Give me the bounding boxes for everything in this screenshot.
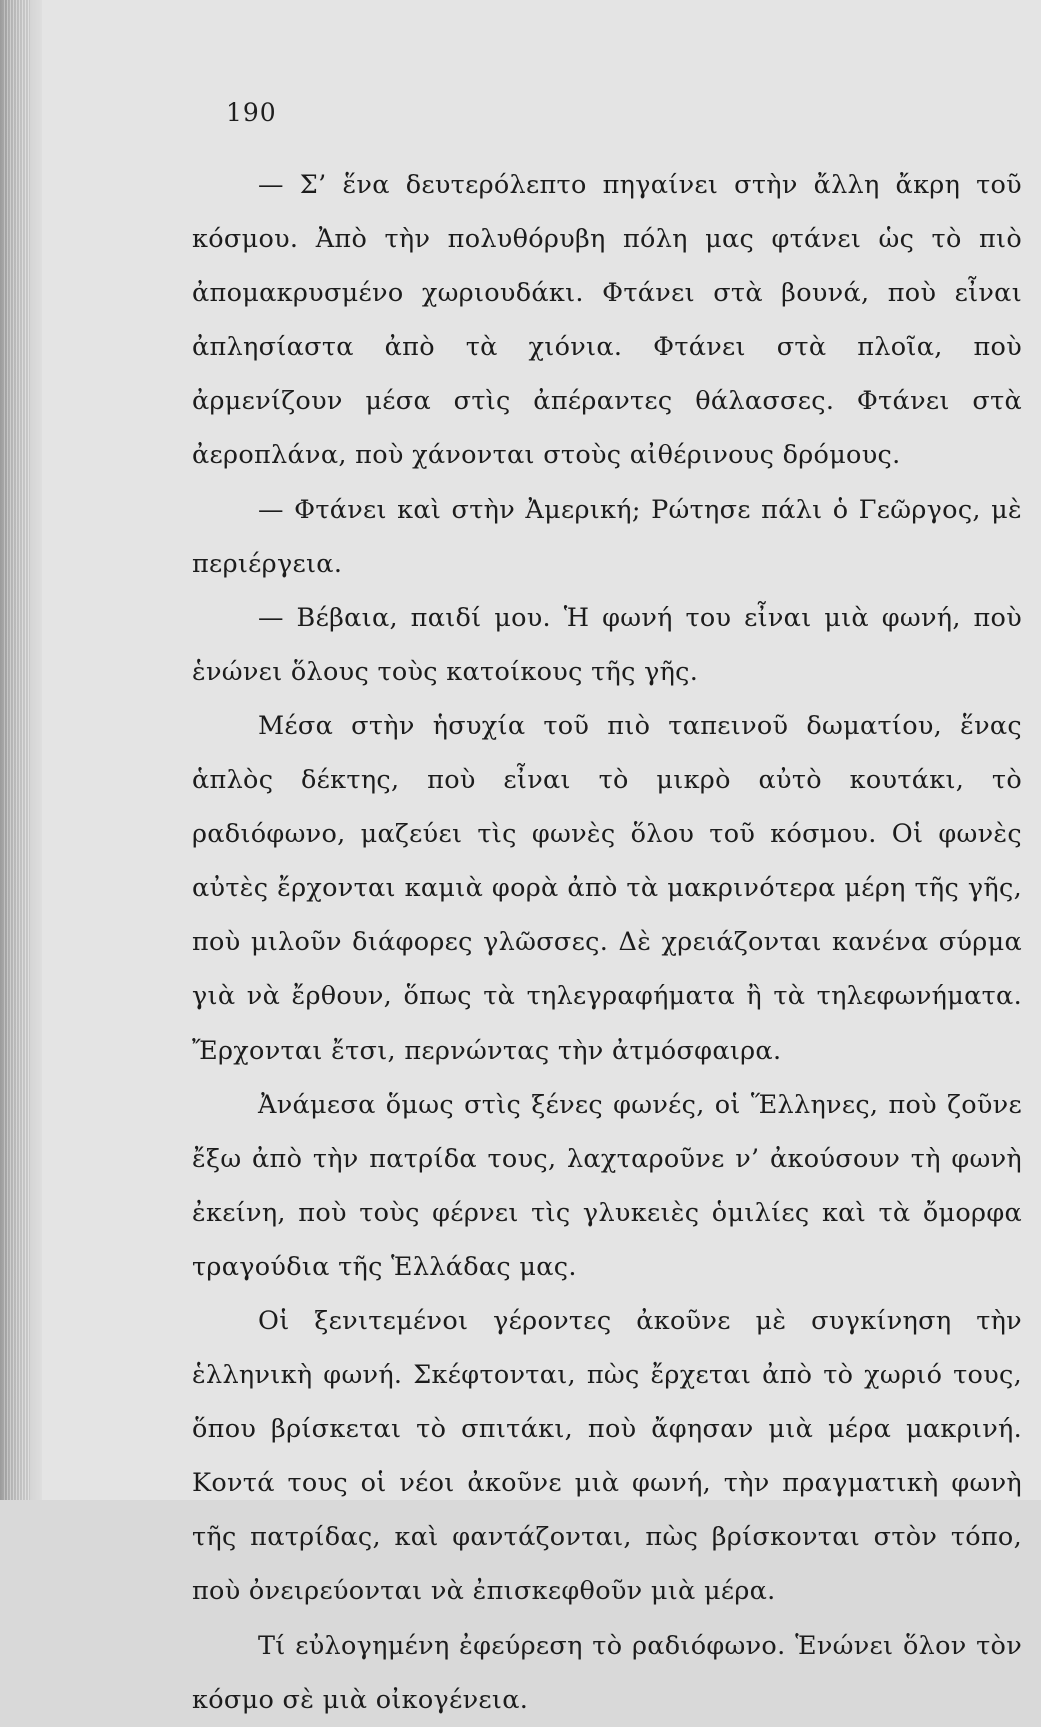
body-text: [192, 158, 1022, 1727]
paragraph-7: Τί εὐλογημένη ἐφεύρεση τὸ ραδιόφωνο. Ἑνώνει ὅλον τὸν κόσμο σὲ μιὰ οἰκογένεια.: [192, 1630, 1022, 1715]
paragraph-6: Οἱ ξενιτεμένοι γέροντες ἀκοῦνε μὲ συγκίνηση τὴν ἑλληνικὴ φωνή. Σκέφτονται, πὼς ἔρχεται ἀπὸ τὸ χωριό τους, ὅπου βρίσκεται τὸ σπιτάκι, ποὺ ἄφησαν μιὰ μέρα μακρινή. Κοντά τους οἱ νέοι ἀκοῦνε μιὰ φωνή, τὴν πραγματικὴ φωνὴ τῆς πατρίδας, καὶ φαντάζονται, πὼς βρίσκονται στὸν τόπο, ποὺ ὀνειρεύονται νὰ ἐπισκεφθοῦν μιὰ μέρα.: [192, 1305, 1022, 1607]
page-number: 190: [226, 98, 277, 127]
paragraph-3: — Βέβαια, παιδί μου. Ἡ φωνή του εἶναι μιὰ φωνή, ποὺ ἑνώνει ὅλους τοὺς κατοίκους τῆς γῆς.: [192, 602, 1022, 687]
page-stack-lines: [4, 0, 30, 1500]
paragraph-4: Μέσα στὴν ἡσυχία τοῦ πιὸ ταπεινοῦ δωματίου, ἕνας ἁπλὸς δέκτης, ποὺ εἶναι τὸ μικρὸ αὐτὸ κουτάκι, τὸ ραδιόφωνο, μαζεύει τὶς φωνὲς ὅλου τοῦ κόσμου. Οἱ φωνὲς αὐτὲς ἔρχονται καμιὰ φορὰ ἀπὸ τὰ μακρινότερα μέρη τῆς γῆς, ποὺ μιλοῦν διάφορες γλῶσσες. Δὲ χρειάζονται κανένα σύρμα γιὰ νὰ ἔρθουν, ὅπως τὰ τηλεγραφήματα ἢ τὰ τηλεφωνήματα. Ἔρχονται ἔτσι, περνώντας τὴν ἀτμόσφαιρα.: [192, 710, 1022, 1066]
paragraph-1: — Σ’ ἕνα δευτερόλεπτο πηγαίνει στὴν ἄλλη ἄκρη τοῦ κόσμου. Ἀπὸ τὴν πολυθόρυβη πόλη μας φτάνει ὡς τὸ πιὸ ἀπομακρυσμένο χωριουδάκι. Φτάνει στὰ βουνά, ποὺ εἶναι ἀπλησίαστα ἀπὸ τὰ χιόνια. Φτάνει στὰ πλοῖα, ποὺ ἀρμενίζουν μέσα στὶς ἀπέραντες θάλασσες. Φτάνει στὰ ἀεροπλάνα, ποὺ χάνονται στοὺς αἰθέρινους δρόμους.: [192, 170, 1022, 471]
paragraph-5: Ἀνάμεσα ὅμως στὶς ξένες φωνές, οἱ Ἕλληνες, ποὺ ζοῦνε ἔξω ἀπὸ τὴν πατρίδα τους, λαχταροῦνε ν’ ἀκούσουν τὴ φωνὴ ἐκείνη, ποὺ τοὺς φέρνει τὶς γλυκειὲς ὁμιλίες καὶ τὰ ὄμορφα τραγούδια τῆς Ἑλλάδας μας.: [192, 1089, 1022, 1282]
paragraph-2: — Φτάνει καὶ στὴν Ἀμερική; Ρώτησε πάλι ὁ Γεῶργος, μὲ περιέργεια.: [192, 494, 1022, 579]
